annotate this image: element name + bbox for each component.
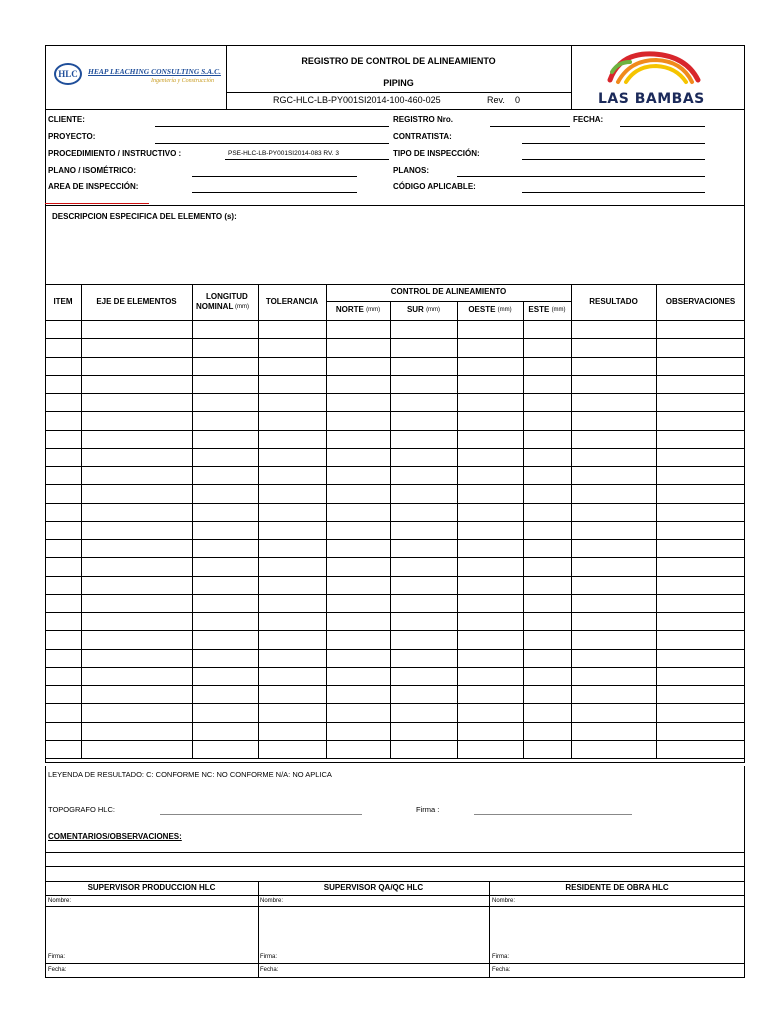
topografo-firma-line[interactable] [474,814,632,815]
th-norte-unit: (mm) [366,307,381,314]
table-row-line [45,612,745,613]
field-proyecto-label: PROYECTO: [48,132,96,141]
sig-3-firma[interactable]: Firma: [492,954,509,960]
table-row-line [45,466,745,467]
sig-1-nombre[interactable]: Nombre: [48,898,72,904]
field-contratista-line[interactable] [522,143,705,144]
form-subtitle: PIPING [383,78,414,88]
hlc-logo-text: HLC [58,69,78,79]
comentarios-line-2[interactable] [45,866,745,867]
rev-value: 0 [515,95,521,105]
sig-sup-prod: SUPERVISOR PRODUCCION HLC [87,882,216,892]
form-code: RGC-HLC-LB-PY001SI2014-100-460-025 [273,95,441,105]
table-row-line [45,667,745,668]
field-registro-label: REGISTRO Nro. [393,115,454,124]
th-control: CONTROL DE ALINEAMIENTO [390,287,507,297]
table-row-line [45,576,745,577]
hlc-logo-badge [54,63,82,85]
las-bambas-text: LAS BAMBAS [598,91,705,107]
th-resultado: RESULTADO [589,296,638,306]
las-bambas-logo [590,48,730,108]
th-oeste [457,301,523,320]
sig-3-nombre[interactable]: Nombre: [492,898,516,904]
th-oeste-unit: (mm) [497,307,512,314]
table-row-line [45,722,745,723]
field-area-line[interactable] [192,192,357,193]
field-registro-line[interactable] [490,126,570,127]
table-row-line [45,393,745,394]
table-row-line [45,503,745,504]
comentarios-label: COMENTARIOS/OBSERVACIONES: [48,832,182,841]
topografo-line[interactable] [160,814,362,815]
sig-1-fecha[interactable]: Fecha: [48,967,67,973]
th-este-unit: (mm) [551,307,566,314]
table-row-line [45,594,745,595]
field-area-label: AREA DE INSPECCIÓN: [48,182,139,191]
field-fecha-label: FECHA: [573,115,604,124]
field-plano-label: PLANO / ISOMÉTRICO: [48,166,136,175]
th-observaciones: OBSERVACIONES [665,296,736,306]
field-planos-line[interactable] [457,176,705,177]
th-longitud-label: LONGITUD [206,292,248,301]
table-row-line [45,703,745,704]
sig-residente: RESIDENTE DE OBRA HLC [565,882,669,892]
table-row-line [45,740,745,741]
comentarios-line-1[interactable] [45,852,745,853]
col-divider-norte [390,301,391,758]
field-codigo-line[interactable] [522,192,705,193]
table-row-line [45,411,745,412]
header-bottom-border [45,109,745,110]
sig-nombre-bottom [45,906,745,907]
table-row-line [45,484,745,485]
table-row-line [45,430,745,431]
descripcion-label: DESCRIPCION ESPECIFICA DEL ELEMENTO (s): [52,212,237,221]
header-code-separator [226,92,571,93]
rev-label: Rev. [487,95,505,105]
field-cliente-label: CLIENTE: [48,115,85,124]
leyenda-text: LEYENDA DE RESULTADO: C: CONFORME NC: NO CONFORME N/A: NO APLICA [48,770,332,779]
table-bottom-border [45,758,745,759]
table-row-line [45,649,745,650]
hlc-logo [54,63,224,89]
field-codigo-label: CÓDIGO APLICABLE: [393,182,476,191]
table-row-line [45,685,745,686]
table-row-line [45,375,745,376]
footer-box [45,766,745,978]
red-accent-line [45,203,149,204]
th-este-label: ESTE [528,305,550,315]
th-norte-label: NORTE [335,305,364,315]
sig-sup-qa: SUPERVISOR QA/QC HLC [323,882,424,892]
th-nominal-label: NOMINAL [196,302,234,311]
field-tipo-label: TIPO DE INSPECCIÓN: [393,149,480,158]
sig-header-bottom [45,895,745,896]
table-row-line [45,521,745,522]
form-title: REGISTRO DE CONTROL DE ALINEAMIENTO [301,56,496,66]
th-sur-unit: (mm) [426,307,441,314]
th-eje: EJE DE ELEMENTOS [96,296,177,306]
table-row-line [45,630,745,631]
field-proyecto-line[interactable] [155,143,389,144]
th-oeste-label: OESTE [468,305,496,315]
sig-firma-bottom [45,963,745,964]
table-row-line [45,557,745,558]
sig-2-fecha[interactable]: Fecha: [260,967,279,973]
hlc-tagline: Ingeniería y Construcción [151,78,214,84]
field-cliente-line[interactable] [155,126,389,127]
fields-bottom-border [45,205,745,206]
las-bambas-arcs-icon [590,48,730,90]
sig-1-firma[interactable]: Firma: [48,954,65,960]
field-contratista-label: CONTRATISTA: [393,132,452,141]
th-longitud [192,284,258,320]
field-plano-line[interactable] [192,176,357,177]
table-row-line [45,357,745,358]
field-procedimiento-line[interactable] [225,159,389,160]
th-sur-label: SUR [406,305,424,315]
col-divider-sur [457,301,458,758]
topografo-label: TOPOGRAFO HLC: [48,805,115,814]
th-tolerancia: TOLERANCIA [265,296,319,306]
sig-2-nombre[interactable]: Nombre: [260,898,284,904]
topografo-firma-label: Firma : [416,805,440,814]
field-planos-label: PLANOS: [393,166,429,175]
sig-2-firma[interactable]: Firma: [260,954,277,960]
field-procedimiento-label: PROCEDIMIENTO / INSTRUCTIVO : [48,149,182,158]
hlc-company-name: HEAP LEACHING CONSULTING S.A.C. [88,67,221,76]
field-tipo-line[interactable] [522,159,705,160]
table-row-line [45,338,745,339]
th-este [523,301,571,320]
sig-3-fecha[interactable]: Fecha: [492,967,511,973]
field-fecha-line[interactable] [620,126,705,127]
col-divider-oeste [523,301,524,758]
th-longitud-unit: (mm) [235,304,249,310]
header-divider-right [571,45,572,109]
table-row-line [45,539,745,540]
table-row-line [45,448,745,449]
header-divider-left [226,45,227,109]
field-procedimiento-value: PSE-HLC-LB-PY001SI2014-083 RV. 3 [228,150,339,157]
th-norte [326,301,390,320]
th-sur [390,301,457,320]
descripcion-area[interactable] [46,224,744,284]
th-item: ITEM [53,296,73,306]
table-header-bottom [45,320,745,321]
